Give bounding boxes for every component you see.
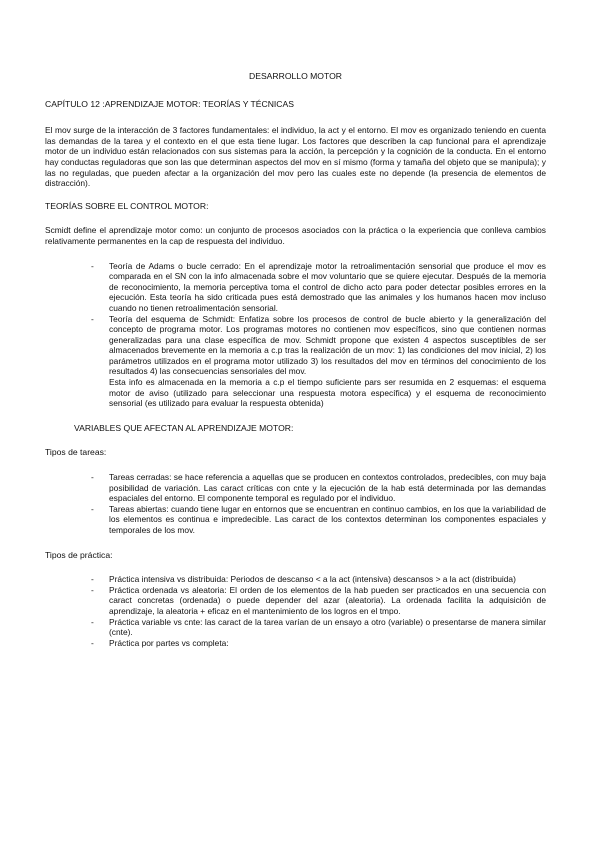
list-item: - Tareas cerradas: se hace referencia a aquellas que se producen en contextos controlados, predecibles, con muy baja posibilidad de variación. Las caract críticas con cnte y la ejecución de la hab está determinada por las demandas espaciales del entorno. El componente temporal es regulado por el individuo.: [91, 472, 546, 504]
task-types-heading: Tipos de tareas:: [45, 447, 107, 458]
practice-types-heading: Tipos de práctica:: [45, 549, 113, 560]
list-item: - Teoría del esquema de Schmidt: Enfatiza sobre los procesos de control de bucle abierto y la generalización del concepto de programa motor. Los programas motores no contienen mov específicos, sino que contienen normas generalizadas para una clase específica de mov. Schmidt propone que existen 4 aspectos susceptibles de ser almacenados brevemente en la memoria a c.p tras la realización de un mov: 1) las condiciones del mov inicial, 2) los parámetros utilizados en el programa motor utilizado 3) los resultados del mov en términos del conocimiento de los resultados 4) las consecuencias sensoriales del mov.: [91, 314, 546, 378]
intro-paragraph: El mov surge de la interacción de 3 factores fundamentales: el individuo, la act y el entorno. El mov es organizado teniendo en cuenta las demandas de la tarea y el contexto en el que esta tiene lugar. Los factores que describen la cap funcional para el aprendizaje motor de un individuo están relacionados con sus sistemas para la acción, la percepción y la cognición de la conducta. En el entorno hay conductas reguladoras que son las que determinan aspectos del mov en sí mismo (forma y tamaña del objeto que se manipula); y las no reguladas, que pueden afectar a la organización del mov pero las cuales este no depende (la presencia de elementos de distracción).: [45, 125, 546, 189]
task-types-list: [45, 472, 546, 536]
list-item: - Práctica intensiva vs distribuida: Periodos de descanso < a la act (intensiva) descansos > a la act (distribuida): [91, 574, 546, 585]
theories-intro-paragraph: Scmidt define el aprendizaje motor como: un conjunto de procesos asociados con la práctica o la experiencia que conlleva cambios relativamente permanentes en la cap de respuesta del individuo.: [45, 225, 546, 246]
list-item: - Práctica por partes vs completa:: [91, 638, 546, 649]
list-item: - Tareas abiertas: cuando tiene lugar en entornos que se encuentran en continuo cambios, en los que la variabilidad de los elementos es continua e impredecible. Las caract de los contextos determinan los componentes espaciales y temporales de los mov.: [91, 504, 546, 536]
schmidt-continuation-paragraph: Esta info es almacenada en la memoria a c.p el tiempo suficiente pars ser resumida en 2 esquemas: el esquema motor de aviso (utilizado para seleccionar una respuesta motora específica) y el esquema de reconocimiento sensorial (es utilizado para evaluar la respuesta obtenida): [109, 377, 546, 409]
theories-heading: TEORÍAS SOBRE EL CONTROL MOTOR:: [45, 200, 209, 211]
list-item: - Teoría de Adams o bucle cerrado: En el aprendizaje motor la retroalimentación sensorial que produce el mov es comparada en el SN con la info almacenada sobre el mov voluntario que se quiere ejecutar. Después de la memoria de reconocimiento, la memoria perceptiva toma el control de dicho acto para poder detectar posibles errores en la ejecución. Esta teoría ha sido criticada pues está demostrado que las animales y los humanos hacen mov incluso cuando no tienen retroalimentación sensorial.: [91, 261, 546, 314]
list-item: - Práctica ordenada vs aleatoria: El orden de los elementos de la hab pueden ser practicados en una secuencia con caract concretas (ordenada) o puede depender del azar (aleatoria). La ordenada facilita la adquisición de aprendizaje, la aleatoria + eficaz en el mantenimiento de los logros en el tmpo.: [91, 585, 546, 617]
theories-list: [45, 261, 546, 378]
variables-heading: VARIABLES QUE AFECTAN AL APRENDIZAJE MOTOR:: [74, 422, 294, 433]
document-title: DESARROLLO MOTOR: [249, 71, 342, 81]
list-item: - Práctica variable vs cnte: las caract de la tarea varían de un ensayo a otro (variable) o presentarse de manera similar (cnte).: [91, 617, 546, 638]
practice-types-list: [45, 574, 546, 648]
chapter-heading: CAPÍTULO 12 :APRENDIZAJE MOTOR: TEORÍAS Y TÉCNICAS: [45, 98, 294, 109]
